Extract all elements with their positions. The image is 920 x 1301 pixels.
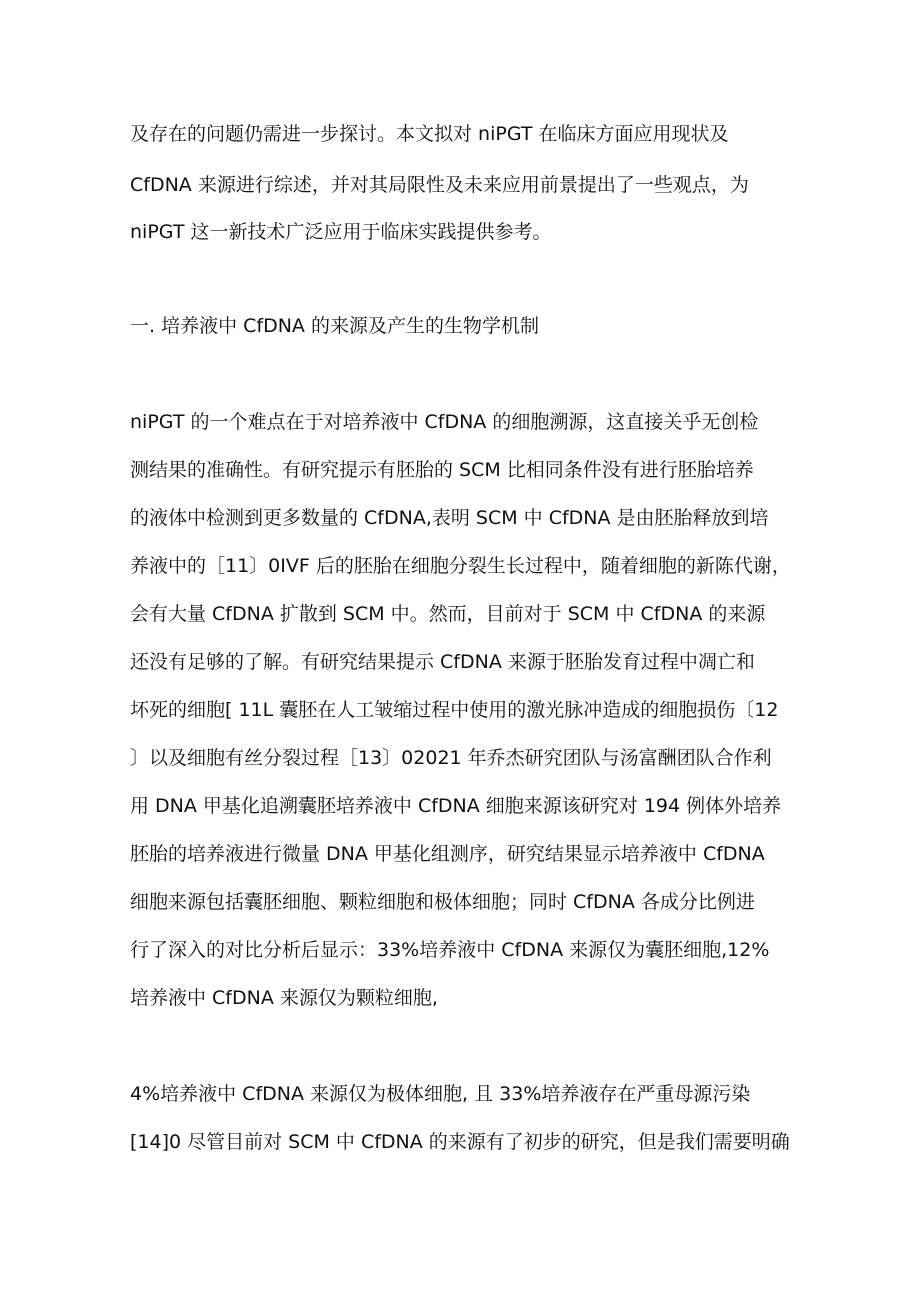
body1-line-8: 〕以及细胞有丝分裂过程［13〕02021 年乔杰研究团队与汤富酬团队合作利 [130, 747, 772, 769]
section-heading: 一. 培养液中 CfDNA 的来源及产生的生物学机制 [130, 315, 539, 337]
body1-line-4: 养液中的［11〕0IVF 后的胚胎在细胞分裂生长过程中，随着细胞的新陈代谢， [130, 555, 791, 577]
body1-line-6: 还没有足够的了解。有研究结果提示 CfDNA 来源于胚胎发育过程中凋亡和 [130, 651, 755, 673]
body1-line-12: 行了深入的对比分析后显示：33%培养液中 CfDNA 来源仅为囊胚细胞,12% [130, 939, 770, 961]
body1-line-11: 细胞来源包括囊胚细胞、颗粒细胞和极体细胞；同时 CfDNA 各成分比例进 [130, 891, 755, 913]
body1-line-5: 会有大量 CfDNA 扩散到 SCM 中。然而，目前对于 SCM 中 CfDNA 的来源 [130, 603, 766, 625]
intro-line-1: 及存在的问题仍需进一步探讨。本文拟对 niPGT 在临床方面应用现状及 [130, 123, 729, 145]
body1-line-1: niPGT 的一个难点在于对培养液中 CfDNA 的细胞溯源，这直接关乎无创检 [130, 411, 759, 433]
body1-line-9: 用 DNA 甲基化追溯囊胚培养液中 CfDNA 细胞来源该研究对 194 例体外培养 [130, 795, 782, 817]
body1-line-10: 胚胎的培养液进行微量 DNA 甲基化组测序，研究结果显示培养液中 CfDNA [130, 843, 765, 865]
body1-line-2: 测结果的准确性。有研究提示有胚胎的 SCM 比相同条件没有进行胚胎培养 [130, 459, 754, 481]
intro-line-3: niPGT 这一新技术广泛应用于临床实践提供参考。 [130, 221, 552, 243]
body1-line-13: 培养液中 CfDNA 来源仅为颗粒细胞, [130, 987, 438, 1009]
body1-line-7: 坏死的细胞[ 11L 囊胚在人工皱缩过程中使用的激光脉冲造成的细胞损伤〔12 [130, 699, 779, 721]
intro-line-2: CfDNA 来源进行综述，并对其局限性及未来应用前景提出了一些观点，为 [130, 174, 749, 196]
body2-line-2: [14]0 尽管目前对 SCM 中 CfDNA 的来源有了初步的研究，但是我们需要明确 [130, 1131, 790, 1153]
body1-line-3: 的液体中检测到更多数量的 CfDNA,表明 SCM 中 CfDNA 是由胚胎释放到培 [130, 507, 769, 529]
body2-line-1: 4%培养液中 CfDNA 来源仅为极体细胞, 且 33%培养液存在严重母源污染 [130, 1083, 751, 1105]
